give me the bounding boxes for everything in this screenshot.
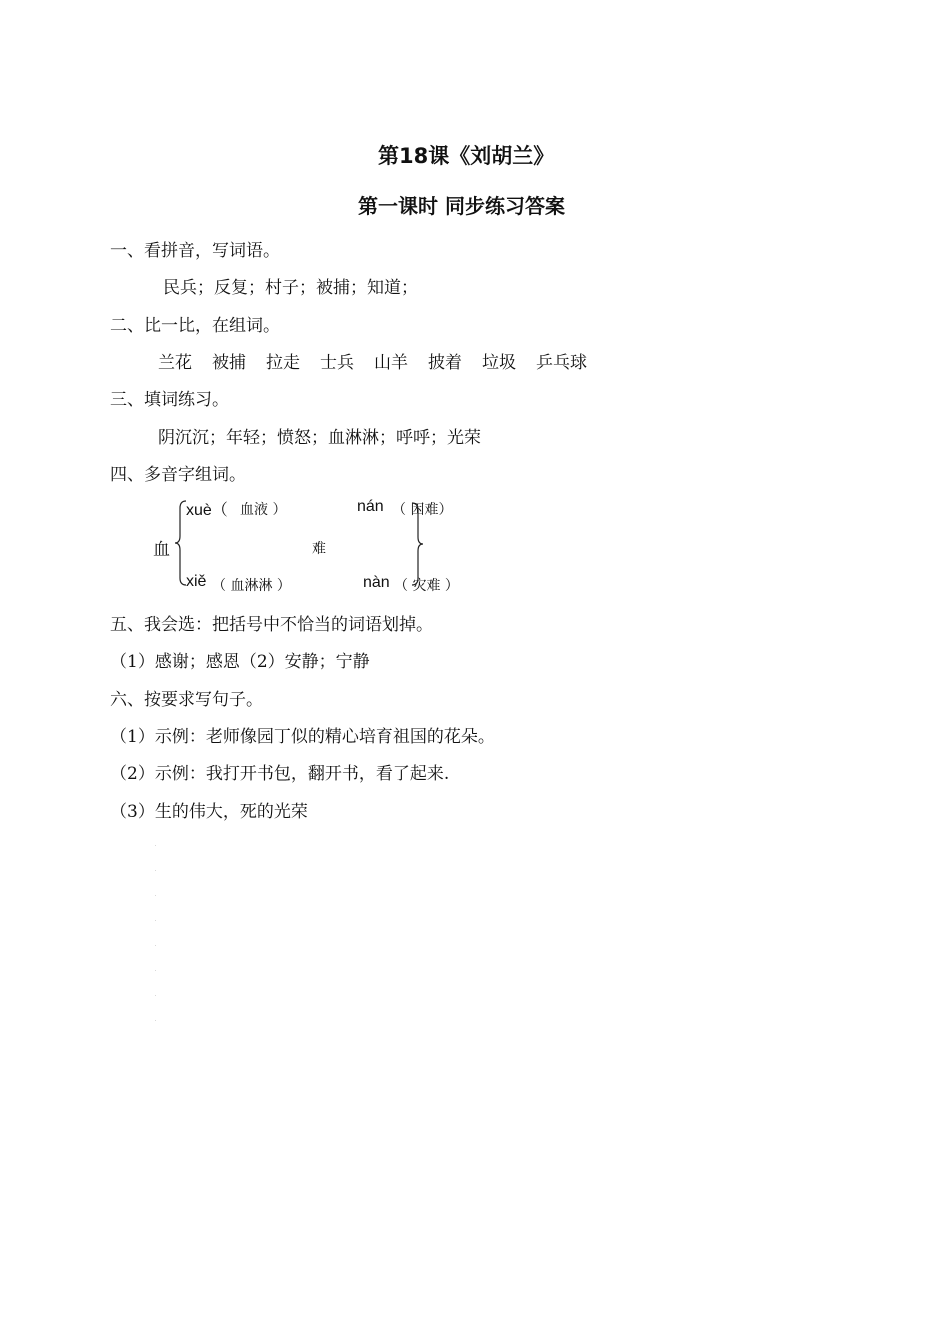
section-4-heading: 四、多音字组词。 bbox=[110, 465, 246, 485]
word-kunnan: （ 困难） bbox=[392, 502, 453, 518]
word-item: 兰花 bbox=[158, 353, 192, 373]
scan-speck bbox=[155, 920, 156, 921]
word-item: 垃圾 bbox=[482, 353, 516, 373]
pinyin-nan2: nán bbox=[357, 498, 384, 515]
pinyin-nan4: nàn bbox=[363, 574, 390, 591]
section-5-heading: 五、我会选：把括号中不恰当的词语划掉。 bbox=[110, 615, 433, 635]
scan-speck bbox=[155, 970, 156, 971]
section-5-answer: （1）感谢；感恩（2）安静；宁静 bbox=[110, 652, 370, 672]
section-1-heading: 一、看拼音，写词语。 bbox=[110, 241, 280, 261]
right-brace-icon bbox=[410, 502, 424, 586]
word-item: 被捕 bbox=[212, 353, 246, 373]
section-6-item-3: （3）生的伟大，死的光荣 bbox=[110, 802, 308, 822]
page-title: 第18课《刘胡兰》 bbox=[378, 144, 555, 168]
word-xielinlin: （ 血淋淋 ） bbox=[212, 578, 291, 594]
pinyin-xue4: xuè（ bbox=[186, 502, 228, 519]
scan-speck bbox=[155, 895, 156, 896]
section-6-heading: 六、按要求写句子。 bbox=[110, 690, 263, 710]
section-2-words bbox=[158, 348, 607, 373]
scan-speck bbox=[155, 1020, 156, 1021]
scan-speck bbox=[155, 945, 156, 946]
word-item: 乒乓球 bbox=[536, 353, 587, 373]
word-item: 山羊 bbox=[374, 353, 408, 373]
word-item: 披着 bbox=[428, 353, 462, 373]
scan-speck bbox=[155, 845, 156, 846]
section-3-answer: 阴沉沉；年轻；愤怒；血淋淋；呼呼；光荣 bbox=[158, 428, 481, 448]
section-3-heading: 三、填词练习。 bbox=[110, 390, 229, 410]
word-item: 士兵 bbox=[320, 353, 354, 373]
polyphone-char-nan: 难 bbox=[312, 541, 326, 557]
section-2-heading: 二、比一比，在组词。 bbox=[110, 316, 280, 336]
word-item: 拉走 bbox=[266, 353, 300, 373]
scan-speck bbox=[155, 995, 156, 996]
page-subtitle: 第一课时 同步练习答案 bbox=[358, 194, 565, 218]
section-6-item-1: （1）示例：老师像园丁似的精心培育祖国的花朵。 bbox=[110, 727, 495, 747]
section-1-answer: 民兵；反复；村子；被捕；知道； bbox=[163, 278, 418, 298]
pinyin-xie3: xiě bbox=[186, 573, 207, 590]
polyphone-diagram bbox=[150, 492, 490, 596]
scan-speck bbox=[155, 870, 156, 871]
word-xueye: 血液 ） bbox=[240, 502, 287, 518]
polyphone-char-xue: 血 bbox=[153, 540, 170, 560]
word-zainan: （ 灾难 ） bbox=[394, 578, 459, 594]
section-6-item-2: （2）示例：我打开书包，翻开书，看了起来. bbox=[110, 764, 450, 784]
